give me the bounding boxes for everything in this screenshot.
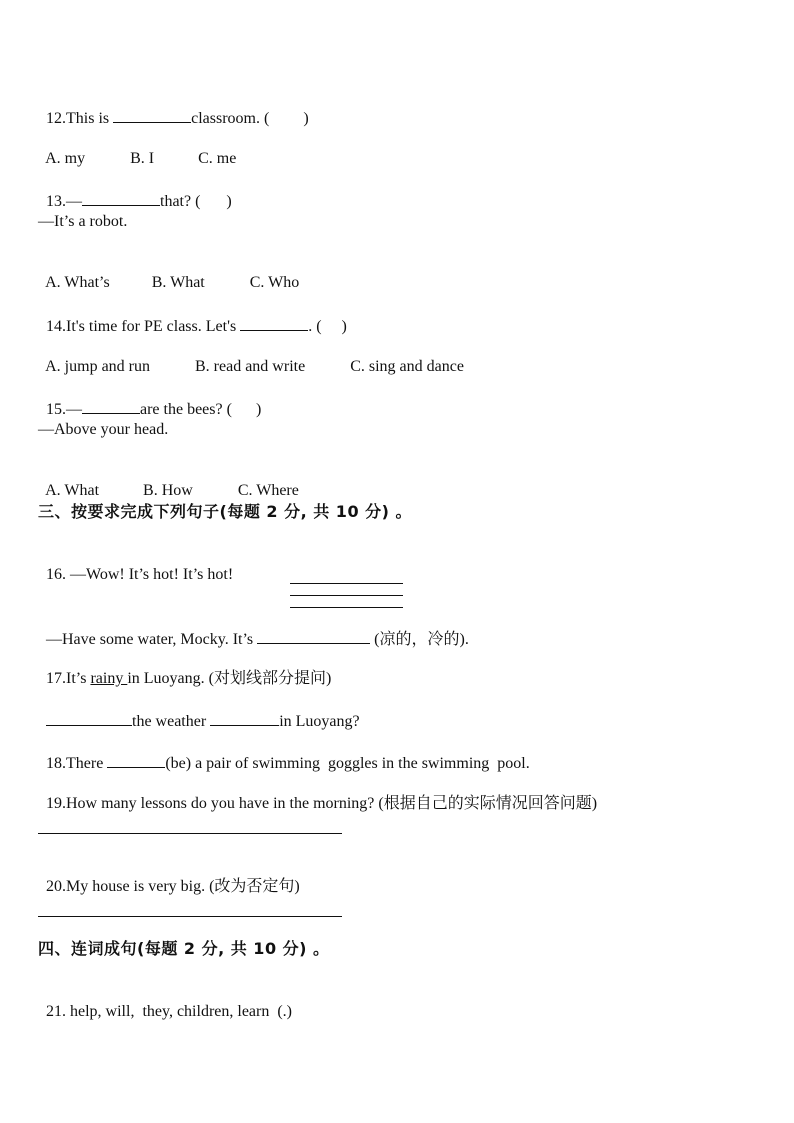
question-text: It’s <box>66 670 91 687</box>
answer-15: —Above your head. <box>38 421 169 438</box>
bracket-close: ) <box>255 401 262 418</box>
underlined-word: rainy <box>90 670 128 687</box>
answer-blank[interactable] <box>46 710 132 726</box>
bracket-close: ) <box>303 110 309 127</box>
dash: — <box>66 401 82 418</box>
question-text: (be) a pair of swimming goggles in the swimming pool. <box>165 755 530 772</box>
question-number: 14. <box>46 318 66 335</box>
section-3-heading: 三、按要求完成下列句子(每题 2 分, 共 10 分) 。 <box>38 502 413 521</box>
question-20 <box>38 857 300 897</box>
options-15 <box>38 461 299 501</box>
option-a[interactable]: A. What’s <box>45 274 110 291</box>
answer-text: in Luoyang? <box>279 713 360 730</box>
question-number: 20. <box>46 878 66 895</box>
letter-line-1 <box>290 583 403 584</box>
question-number: 21 <box>46 1003 62 1020</box>
question-text: that? ( <box>160 193 201 210</box>
option-a[interactable]: A. my <box>45 150 86 167</box>
option-a[interactable]: A. What <box>45 482 100 499</box>
question-text: in Luoyang. (对划线部分提问) <box>127 670 332 687</box>
question-12 <box>38 87 309 129</box>
question-text: How many lessons do you have in the morning? (根据自己的实际情况回答问题) <box>66 795 598 812</box>
dash: — <box>66 193 82 210</box>
answer-blank[interactable] <box>82 398 140 414</box>
options-13 <box>38 253 299 293</box>
answer-blank[interactable] <box>240 315 308 331</box>
answer-text: the weather <box>132 713 211 730</box>
answer-line-19[interactable] <box>38 833 342 834</box>
question-14 <box>38 295 347 337</box>
bracket-close: ) <box>226 193 232 210</box>
question-19 <box>38 774 597 814</box>
answer-blank[interactable] <box>113 107 191 123</box>
bracket-close: ) <box>341 318 347 335</box>
option-b[interactable]: B. What <box>151 274 205 291</box>
letter-line-2 <box>290 595 403 596</box>
section-4-heading: 四、连词成句(每题 2 分, 共 10 分) 。 <box>38 939 330 958</box>
question-18 <box>38 732 530 774</box>
answer-blank[interactable] <box>257 628 370 644</box>
option-c[interactable]: C. Who <box>249 274 300 291</box>
option-a[interactable]: A. jump and run <box>45 358 150 375</box>
question-16 <box>38 545 233 585</box>
question-text: classroom. ( <box>191 110 270 127</box>
question-15 <box>38 378 261 420</box>
question-number: 16. <box>46 566 70 583</box>
question-number: 12. <box>46 110 66 127</box>
question-text: . ( <box>308 318 322 335</box>
question-number: 17. <box>46 670 66 687</box>
question-text: are the bees? ( <box>140 401 232 418</box>
question-text: My house is very big. (改为否定句) <box>66 878 300 895</box>
question-number: 13. <box>46 193 66 210</box>
option-c[interactable]: C. Where <box>237 482 299 499</box>
question-text: There <box>66 755 108 772</box>
option-b[interactable]: B. I <box>130 150 155 167</box>
question-17 <box>38 649 331 689</box>
question-16-line2 <box>38 608 469 650</box>
answer-13: —It’s a robot. <box>38 213 128 230</box>
answer-blank[interactable] <box>107 752 165 768</box>
question-text: It's time for PE class. Let's <box>66 318 241 335</box>
question-text: . help, will, they, children, learn (.) <box>62 1003 292 1020</box>
question-text: —Have some water, Mocky. It’s <box>46 631 258 648</box>
question-13 <box>38 170 232 212</box>
question-number: 18. <box>46 755 66 772</box>
question-number: 15. <box>46 401 66 418</box>
answer-blank[interactable] <box>82 190 160 206</box>
question-number: 19. <box>46 795 66 812</box>
options-14 <box>38 337 464 377</box>
answer-17 <box>38 690 360 732</box>
answer-line-20[interactable] <box>38 916 342 917</box>
question-21 <box>38 982 292 1022</box>
options-12 <box>38 129 236 169</box>
option-c[interactable]: C. me <box>198 150 237 167</box>
option-b[interactable]: B. read and write <box>195 358 306 375</box>
option-c[interactable]: C. sing and dance <box>350 358 464 375</box>
answer-blank[interactable] <box>210 710 279 726</box>
question-text: —Wow! It’s hot! It’s hot! <box>70 566 234 583</box>
option-b[interactable]: B. How <box>143 482 193 499</box>
question-text: This is <box>66 110 114 127</box>
hint: (凉的，冷的). <box>374 631 469 648</box>
